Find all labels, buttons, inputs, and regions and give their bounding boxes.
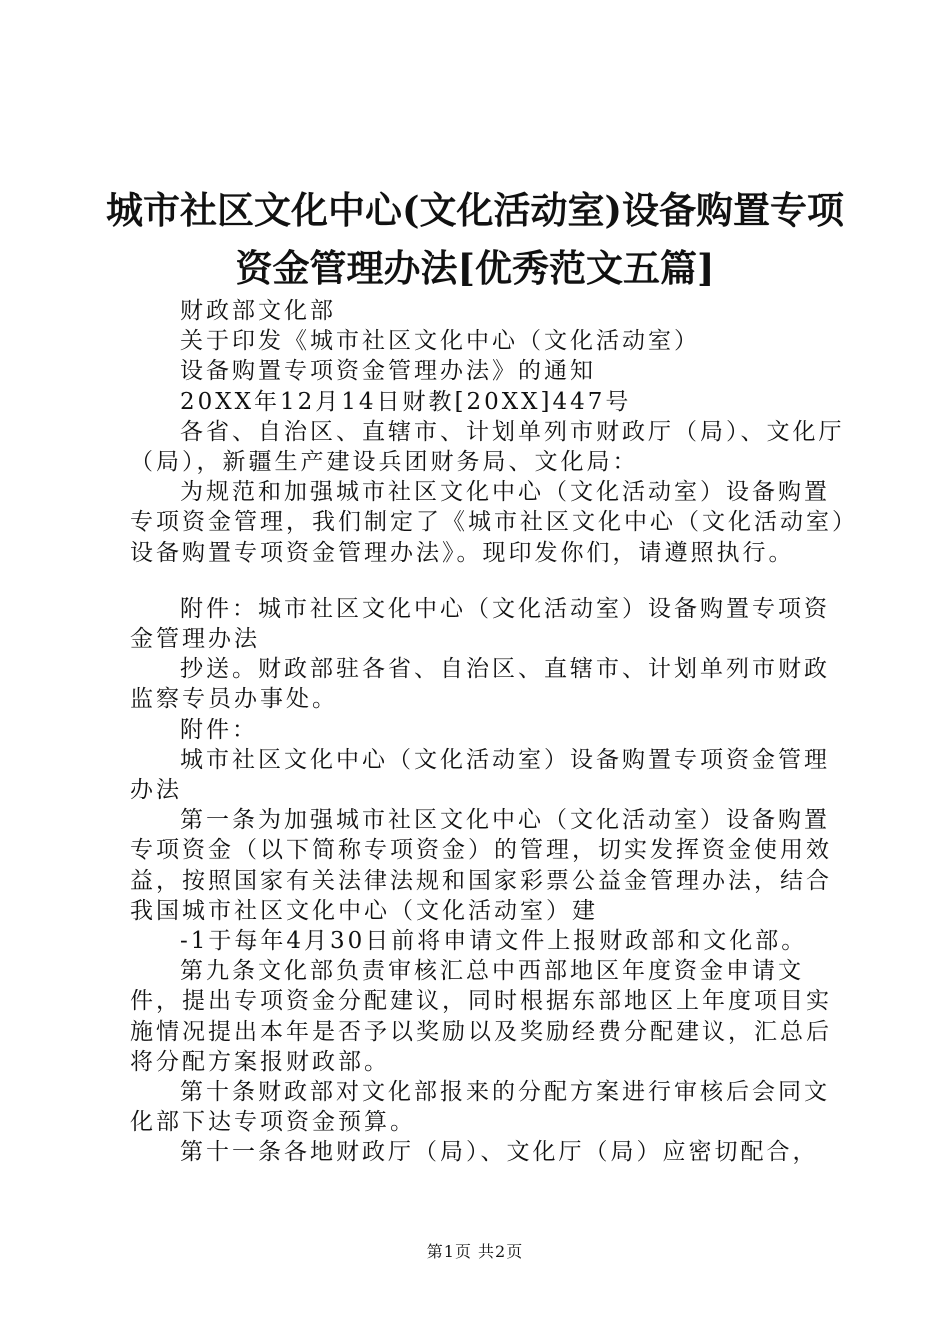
- paragraph-article-9: 第九条文化部负责审核汇总中西部地区年度资金申请文件，提出专项资金分配建议，同时根据东部地区上年度项目实施情况提出本年是否予以奖励以及奖励经费分配建议，汇总后将分配方案报财政部。: [130, 958, 832, 1075]
- paragraph-issuer: 财政部文化部: [180, 298, 336, 324]
- paragraph-article-10: 第十条财政部对文化部报来的分配方案进行审核后会同文化部下达专项资金预算。: [130, 1079, 830, 1136]
- paragraph-addressees: 各省、自治区、直辖市、计划单列市财政厅（局）、文化厅（局），新疆生产建设兵团财务局、文化局：: [130, 418, 845, 476]
- paragraph-attachment-label: 附件：: [180, 716, 258, 743]
- paragraph-date-ref: 20XX年12月14日财教[20XX]447号: [180, 388, 632, 415]
- document-body: [130, 296, 850, 1168]
- paragraph-cc: 抄送。财政部驻各省、自治区、直辖市、计划单列市财政监察专员办事处。: [130, 656, 830, 713]
- paragraph-attachment-note: 附件：城市社区文化中心（文化活动室）设备购置专项资金管理办法: [130, 595, 830, 653]
- document-title-line-1: 城市社区文化中心(文化活动室)设备购置专项: [105, 188, 844, 232]
- paragraph-measures-title: 城市社区文化中心（文化活动室）设备购置专项资金管理办法: [130, 746, 830, 804]
- page-footer: 第1页 共2页: [426, 1242, 524, 1261]
- paragraph-article-11: 第十一条各地财政厅（局）、文化厅（局）应密切配合，: [180, 1139, 819, 1166]
- document-title-line-2: 资金管理办法[优秀范文五篇]: [235, 246, 715, 290]
- paragraph-article-1: 第一条为加强城市社区文化中心（文化活动室）设备购置专项资金（以下简称专项资金）的管理，切实发挥资金使用效益，按照国家有关法律法规和国家彩票公益金管理办法，结合我国城市社区文化中心（文化活动室）建: [130, 807, 832, 924]
- paragraph-intro: 为规范和加强城市社区文化中心（文化活动室）设备购置专项资金管理，我们制定了《城市社区文化中心（文化活动室）设备购置专项资金管理办法》。现印发你们，请遵照执行。: [130, 479, 847, 566]
- paragraph-notice-title-1: 关于印发《城市社区文化中心（文化活动室）: [180, 328, 700, 355]
- paragraph-fragment: -1于每年4月30日前将申请文件上报财政部和文化部。: [180, 928, 808, 955]
- paragraph-notice-title-2: 设备购置专项资金管理办法》的通知: [180, 358, 596, 385]
